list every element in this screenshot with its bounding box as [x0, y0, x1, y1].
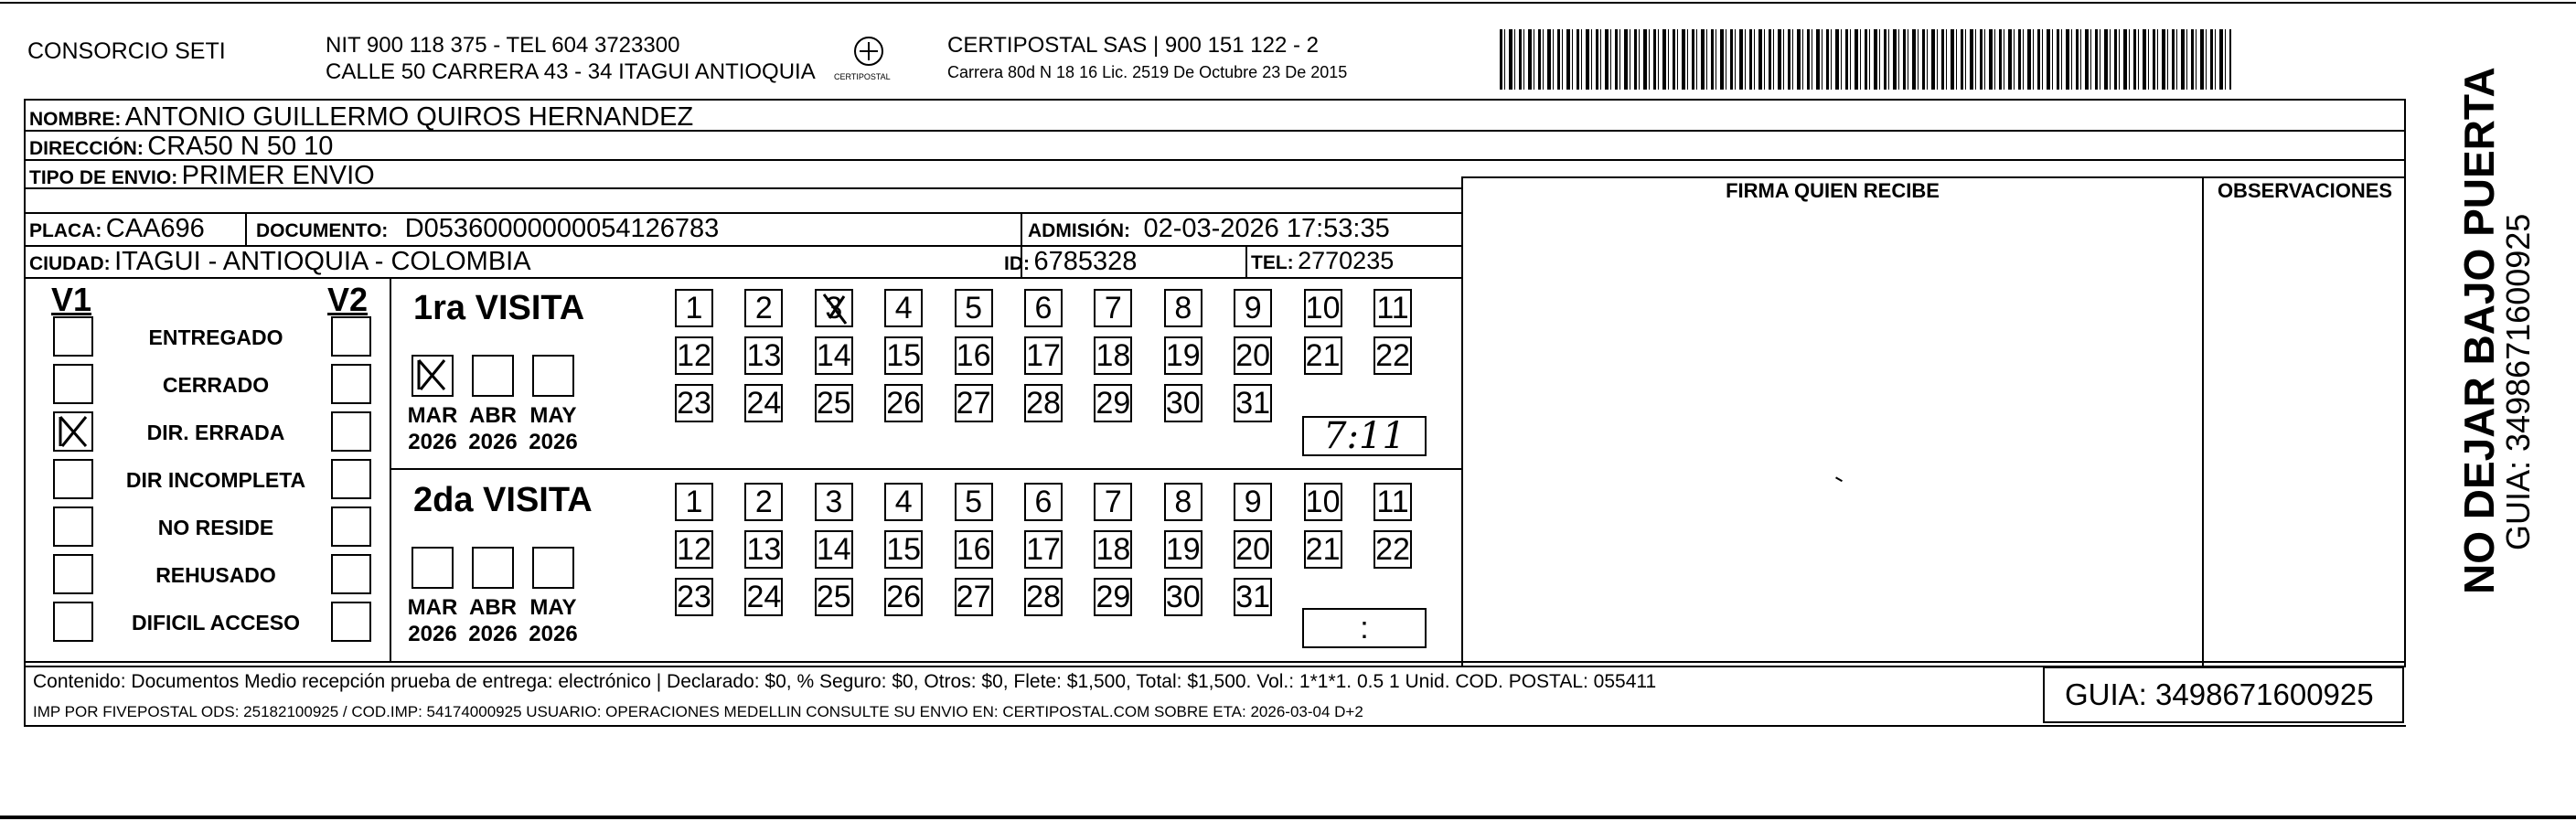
reason-label: NO RESIDE — [157, 516, 274, 539]
day-number: 20 — [1235, 531, 1271, 567]
day-number: 22 — [1375, 337, 1410, 373]
placa-row — [29, 216, 205, 242]
day-number: 15 — [886, 531, 922, 567]
day-cell[interactable] — [955, 530, 993, 569]
day-number: 14 — [816, 337, 851, 373]
placa-value: CAA696 — [105, 214, 205, 243]
documento-row — [256, 216, 719, 242]
day-cell[interactable] — [815, 289, 853, 327]
day-number: 2 — [754, 290, 773, 325]
day-number: 26 — [886, 579, 922, 614]
guia-footer: GUIA: 3498671600925 — [2065, 677, 2374, 711]
day-number: 7 — [1104, 290, 1122, 325]
month-label: ABR 2026 — [468, 595, 518, 646]
day-number: 19 — [1165, 531, 1201, 567]
day-number: 30 — [1165, 579, 1201, 614]
day-cell[interactable] — [955, 384, 993, 422]
day-cell[interactable] — [884, 384, 923, 422]
day-number: 15 — [886, 337, 922, 373]
month-label: MAR 2026 — [407, 403, 458, 454]
day-cell[interactable] — [1024, 578, 1063, 616]
day-number: 5 — [965, 290, 983, 325]
day-cell[interactable] — [815, 483, 853, 521]
firma-header: FIRMA QUIEN RECIBE — [1726, 179, 1940, 202]
tipo-value: PRIMER ENVIO — [181, 161, 375, 190]
day-cell[interactable] — [744, 336, 783, 375]
documento-value: D05360000000054126783 — [404, 214, 720, 243]
day-cell[interactable] — [744, 578, 783, 616]
day-number: 31 — [1235, 579, 1271, 614]
month-label: MAY 2026 — [529, 403, 578, 454]
certipostal-logo — [832, 33, 905, 88]
day-cell[interactable] — [1374, 483, 1412, 521]
day-number: 28 — [1026, 579, 1061, 614]
day-number: 2 — [754, 484, 773, 519]
day-number: 10 — [1305, 484, 1341, 519]
day-number: 18 — [1096, 531, 1131, 567]
day-cell[interactable] — [1234, 578, 1272, 616]
reason-label: REHUSADO — [155, 563, 276, 587]
day-cell[interactable] — [1234, 483, 1272, 521]
day-number: 9 — [1244, 484, 1262, 519]
day-number: 29 — [1096, 579, 1131, 614]
day-number: 7 — [1104, 484, 1122, 519]
day-cell[interactable] — [744, 289, 783, 327]
day-cell[interactable] — [1094, 384, 1132, 422]
reason-label: DIR. ERRADA — [146, 421, 285, 444]
day-number: 28 — [1026, 385, 1061, 421]
visit2-title: 2da VISITA — [413, 481, 593, 519]
day-cell[interactable] — [1094, 289, 1132, 327]
address-line: CALLE 50 CARRERA 43 - 34 ITAGUI ANTIOQUIA — [326, 59, 816, 84]
day-number: 5 — [965, 484, 983, 519]
reason-label: DIFICIL ACCESO — [131, 611, 300, 634]
day-cell[interactable] — [1304, 530, 1342, 569]
day-number: 1 — [685, 484, 703, 519]
observaciones-header: OBSERVACIONES — [2217, 179, 2393, 202]
day-number: 25 — [816, 385, 851, 421]
nombre-value: ANTONIO GUILLERMO QUIROS HERNANDEZ — [124, 102, 694, 132]
day-number: 24 — [746, 579, 782, 614]
day-number: 4 — [894, 484, 913, 519]
day-cell[interactable] — [1374, 336, 1412, 375]
nit-line: NIT 900 118 375 - TEL 604 3723300 — [326, 33, 680, 58]
barcode — [1500, 29, 2231, 90]
day-cell[interactable] — [1164, 336, 1202, 375]
day-number: 8 — [1174, 290, 1192, 325]
month-checkbox[interactable] — [532, 355, 574, 397]
tel-row — [1251, 249, 1394, 273]
day-cell[interactable] — [955, 578, 993, 616]
month-checkbox[interactable] — [472, 547, 514, 589]
admision-label: ADMISIÓN: — [1028, 220, 1130, 241]
day-number: 16 — [956, 337, 991, 373]
day-number: 8 — [1174, 484, 1192, 519]
tipo-label: TIPO DE ENVIO: — [29, 167, 178, 188]
v2-header: V2 — [327, 281, 369, 318]
day-number: 3 — [825, 484, 843, 519]
month-checkbox[interactable] — [472, 355, 514, 397]
logo-text: CERTIPOSTAL — [834, 72, 891, 81]
tipo-row — [29, 163, 375, 189]
day-cell[interactable] — [1234, 289, 1272, 327]
day-cell[interactable] — [675, 289, 713, 327]
day-cell[interactable] — [1374, 289, 1412, 327]
day-number: 4 — [894, 290, 913, 325]
day-number: 18 — [1096, 337, 1131, 373]
day-number: 6 — [1034, 290, 1053, 325]
visit1-time: 7:11 — [1323, 415, 1406, 457]
day-cell[interactable] — [1164, 289, 1202, 327]
day-cell[interactable] — [955, 336, 993, 375]
day-cell[interactable] — [675, 530, 713, 569]
day-number: 29 — [1096, 385, 1131, 421]
admision-value: 02-03-2026 17:53:35 — [1143, 214, 1390, 243]
day-cell[interactable] — [1024, 289, 1063, 327]
day-cell[interactable] — [675, 578, 713, 616]
side-guia-text: GUIA: 3498671600925 — [2499, 213, 2537, 550]
day-cell[interactable] — [884, 336, 923, 375]
tel-label: TEL: — [1251, 252, 1294, 273]
v1-header: V1 — [51, 281, 92, 318]
day-number: 22 — [1375, 531, 1410, 567]
day-cell[interactable] — [744, 530, 783, 569]
month-label: ABR 2026 — [468, 403, 518, 454]
day-cell[interactable] — [1304, 336, 1342, 375]
direccion-row — [29, 133, 333, 160]
day-number: 17 — [1026, 531, 1061, 567]
reason-label: CERRADO — [162, 373, 270, 397]
id-label: ID: — [1004, 253, 1030, 274]
visit2-time: : — [1360, 610, 1369, 645]
day-number: 27 — [956, 385, 991, 421]
day-cell[interactable] — [744, 483, 783, 521]
day-number: 14 — [816, 531, 851, 567]
day-number: 12 — [677, 337, 711, 373]
month-label: MAY 2026 — [529, 595, 578, 646]
month-checkbox[interactable] — [532, 547, 574, 589]
day-number: 17 — [1026, 337, 1061, 373]
day-cell[interactable] — [1024, 483, 1063, 521]
direccion-value: CRA50 N 50 10 — [147, 132, 334, 161]
day-cell[interactable] — [1234, 384, 1272, 422]
admision-row — [1028, 216, 1390, 242]
day-cross-mark — [817, 291, 853, 336]
day-number: 30 — [1165, 385, 1201, 421]
day-number: 19 — [1165, 337, 1201, 373]
reason-label: DIR INCOMPLETA — [125, 468, 306, 492]
tel-value: 2770235 — [1298, 247, 1395, 274]
day-number: 13 — [746, 531, 782, 567]
day-number: 21 — [1305, 531, 1341, 567]
day-cell[interactable] — [884, 483, 923, 521]
day-number: 6 — [1034, 484, 1053, 519]
day-cell[interactable] — [1094, 530, 1132, 569]
day-number: 23 — [677, 385, 711, 421]
day-cell[interactable] — [1164, 483, 1202, 521]
company-name: CONSORCIO SETI — [27, 38, 226, 64]
day-cell[interactable] — [1024, 336, 1063, 375]
day-number: 11 — [1376, 484, 1409, 519]
id-row — [1004, 249, 1137, 275]
day-cell[interactable] — [815, 530, 853, 569]
placa-label: PLACA: — [29, 220, 102, 241]
day-cell[interactable] — [955, 483, 993, 521]
license-line: Carrera 80d N 18 16 Lic. 2519 De Octubre 23 De 2015 — [947, 63, 1348, 81]
day-cell[interactable] — [1094, 336, 1132, 375]
day-number: 25 — [816, 579, 851, 614]
day-cell[interactable] — [815, 384, 853, 422]
contenido-text: Contenido: Documentos Medio recepción prueba de entrega: electrónico | Declarado: $0, % Seguro: $0, Otros: $0, Flete: $1,500, Total: $1,500. Vol.: 1*1*1. 0.5 1 Unid. COD. POSTAL: 055411 — [33, 671, 1657, 692]
visit2-time-box[interactable] — [1302, 608, 1427, 648]
month-label: MAR 2026 — [407, 595, 458, 646]
day-number: 13 — [746, 337, 782, 373]
day-cell[interactable] — [884, 578, 923, 616]
day-cell[interactable] — [675, 384, 713, 422]
ciudad-value: ITAGUI - ANTIOQUIA - COLOMBIA — [114, 247, 531, 276]
day-cell[interactable] — [675, 483, 713, 521]
nombre-row — [29, 104, 693, 131]
day-cell[interactable] — [1094, 578, 1132, 616]
day-cell[interactable] — [1234, 530, 1272, 569]
day-number: 12 — [677, 531, 711, 567]
day-cell[interactable] — [815, 578, 853, 616]
nombre-label: NOMBRE: — [29, 109, 122, 130]
day-cell[interactable] — [1024, 530, 1063, 569]
day-cell[interactable] — [744, 384, 783, 422]
month-checkbox[interactable] — [412, 355, 454, 397]
day-number: 16 — [956, 531, 991, 567]
day-cell[interactable] — [1164, 384, 1202, 422]
visit1-title: 1ra VISITA — [413, 289, 585, 327]
ciudad-row — [29, 249, 531, 275]
day-number: 24 — [746, 385, 782, 421]
day-cell[interactable] — [1304, 483, 1342, 521]
day-cell[interactable] — [884, 289, 923, 327]
day-number: 23 — [677, 579, 711, 614]
day-cell[interactable] — [1304, 289, 1342, 327]
no-dejar-text: NO DEJAR BAJO PUERTA — [2455, 67, 2503, 594]
ciudad-label: CIUDAD: — [29, 253, 111, 274]
day-number: 26 — [886, 385, 922, 421]
day-cell[interactable] — [884, 530, 923, 569]
day-cell[interactable] — [675, 336, 713, 375]
day-number: 21 — [1305, 337, 1341, 373]
day-number: 1 — [685, 290, 703, 325]
documento-label: DOCUMENTO: — [256, 220, 389, 241]
day-number: 9 — [1244, 290, 1262, 325]
day-cell[interactable] — [815, 336, 853, 375]
day-number: 20 — [1235, 337, 1271, 373]
imp-text: IMP POR FIVEPOSTAL ODS: 25182100925 / COD.IMP: 54174000925 USUARIO: OPERACIONES MEDELLIN CONSULTE SU ENVIO EN: CERTIPOSTAL.COM SOBRE ETA: 2026-03-04 D+2 — [33, 703, 1363, 720]
day-cell[interactable] — [1094, 483, 1132, 521]
visit1-time-box[interactable] — [1302, 416, 1427, 456]
day-number: 11 — [1376, 290, 1409, 325]
certipostal-line: CERTIPOSTAL SAS | 900 151 122 - 2 — [947, 33, 1319, 58]
id-value: 6785328 — [1033, 247, 1138, 276]
day-cell[interactable] — [1164, 530, 1202, 569]
day-cell[interactable] — [1374, 530, 1412, 569]
day-cell[interactable] — [1164, 578, 1202, 616]
day-cell[interactable] — [955, 289, 993, 327]
day-number: 3 — [825, 290, 843, 325]
month-checkbox[interactable] — [412, 547, 454, 589]
day-number: 27 — [956, 579, 991, 614]
day-number: 10 — [1305, 290, 1341, 325]
day-number: 31 — [1235, 385, 1271, 421]
direccion-label: DIRECCIÓN: — [29, 138, 144, 159]
reason-label: ENTREGADO — [148, 325, 283, 349]
day-cell[interactable] — [1234, 336, 1272, 375]
day-cell[interactable] — [1024, 384, 1063, 422]
